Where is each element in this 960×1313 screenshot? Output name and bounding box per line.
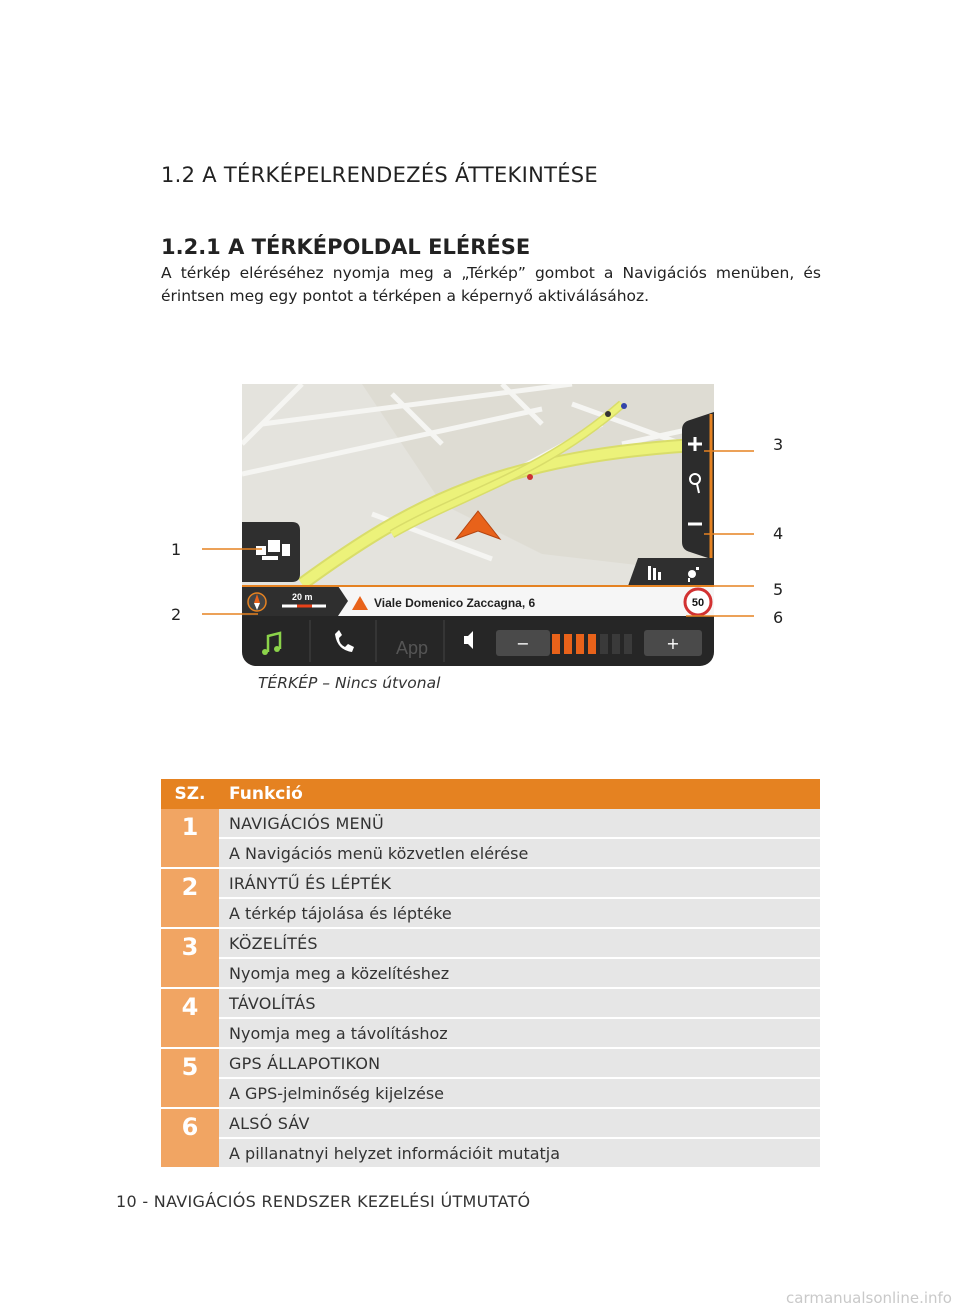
table-row <box>161 989 820 1049</box>
app-button[interactable]: App <box>395 638 429 658</box>
svg-text:−: − <box>516 634 530 653</box>
row-function-description: A pillanatnyi helyzet információit mutatja <box>219 1139 820 1169</box>
section-title: 1.2 A TÉRKÉPELRENDEZÉS ÁTTEKINTÉSE <box>161 163 598 187</box>
table-header <box>161 779 820 809</box>
intro-paragraph: A térkép eléréséhez nyomja meg a „Térkép” gombot a Navigációs menüben, és érintsen meg egy pontot a térképen a képernyő aktiválásához. <box>161 264 821 305</box>
table-row <box>161 869 820 929</box>
row-function-name: TÁVOLÍTÁS <box>219 989 820 1019</box>
svg-text:+: + <box>666 634 680 653</box>
row-function-description: A GPS-jelminőség kijelzése <box>219 1079 820 1109</box>
row-function-description: A térkép tájolása és léptéke <box>219 899 820 929</box>
page-footer: 10 - NAVIGÁCIÓS RENDSZER KEZELÉSI ÚTMUTATÓ <box>116 1192 531 1211</box>
row-function-name: KÖZELÍTÉS <box>219 929 820 959</box>
callout-5: 5 <box>773 580 784 599</box>
function-table <box>161 779 820 1169</box>
scale-label: 20 m <box>292 592 313 602</box>
row-number: 6 <box>161 1109 219 1169</box>
callout-6: 6 <box>773 608 784 627</box>
row-function-name: GPS ÁLLAPOTIKON <box>219 1049 820 1079</box>
table-row <box>161 1109 820 1169</box>
row-function-name: IRÁNYTŰ ÉS LÉPTÉK <box>219 869 820 899</box>
callout-1: 1 <box>171 540 182 559</box>
row-number: 4 <box>161 989 219 1049</box>
callout-3: 3 <box>773 435 784 454</box>
row-function-name: NAVIGÁCIÓS MENÜ <box>219 809 820 839</box>
watermark: carmanualsonline.info <box>786 1289 952 1307</box>
row-number: 3 <box>161 929 219 989</box>
row-number: 2 <box>161 869 219 929</box>
svg-text:50: 50 <box>691 597 705 609</box>
header-function: Funkció <box>229 784 303 804</box>
figure-caption: TÉRKÉP – Nincs útvonal <box>258 674 441 692</box>
table-row <box>161 1049 820 1109</box>
table-row <box>161 929 820 989</box>
row-number: 5 <box>161 1049 219 1109</box>
subsection-title: 1.2.1 A TÉRKÉPOLDAL ELÉRÉSE <box>161 235 531 259</box>
row-function-description: A Navigációs menü közvetlen elérése <box>219 839 820 869</box>
callout-4: 4 <box>773 524 784 543</box>
callout-2: 2 <box>171 605 182 624</box>
row-function-description: Nyomja meg a közelítéshez <box>219 959 820 989</box>
street-label: Viale Domenico Zaccagna, 6 <box>374 596 536 610</box>
row-function-description: Nyomja meg a távolításhoz <box>219 1019 820 1049</box>
row-function-name: ALSÓ SÁV <box>219 1109 820 1139</box>
table-row <box>161 809 820 869</box>
row-number: 1 <box>161 809 219 869</box>
header-number: SZ. <box>174 784 206 804</box>
